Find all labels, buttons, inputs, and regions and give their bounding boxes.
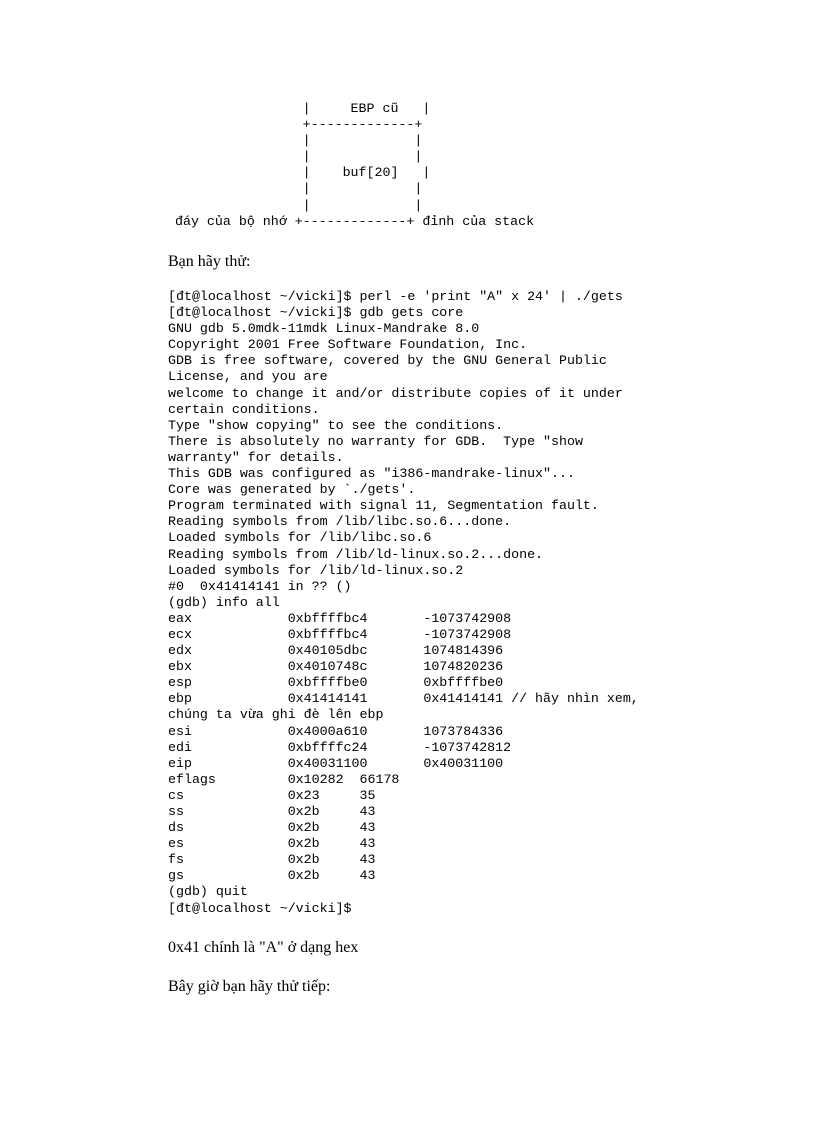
terminal-line: ebx 0x4010748c 1074820236: [168, 659, 504, 675]
terminal-line: This GDB was configured as "i386-mandrake-linux"...: [168, 466, 575, 482]
terminal-line: GDB is free software, covered by the GNU General Public: [168, 353, 607, 369]
terminal-line: Loaded symbols for /lib/ld-linux.so.2: [168, 562, 464, 578]
terminal-line: ss 0x2b 43: [168, 804, 376, 819]
terminal-line: Core was generated by `./gets'.: [168, 482, 416, 498]
terminal-line: [đt@localhost ~/vicki]$ perl -e 'print "A" x 24' | ./gets: [168, 289, 623, 304]
diagram-line: đáy của bộ nhớ +-------------+ đỉnh của stack: [175, 213, 535, 229]
terminal-line: es 0x2b 43: [168, 836, 376, 852]
terminal-line: ds 0x2b 43: [168, 820, 376, 836]
terminal-line: chúng ta vừa ghi đè lên ebp: [168, 707, 384, 723]
terminal-line: [đt@localhost ~/vicki]$: [168, 900, 352, 916]
terminal-line: ecx 0xbffffbc4 -1073742908: [168, 626, 512, 642]
terminal-line: Reading symbols from /lib/ld-linux.so.2...done.: [168, 546, 544, 562]
stack-diagram: [175, 101, 534, 230]
terminal-line: fs 0x2b 43: [168, 852, 376, 868]
terminal-line: eflags 0x10282 66178: [168, 771, 400, 787]
terminal-line: eip 0x40031100 0x40031100: [168, 755, 504, 771]
terminal-line: Type "show copying" to see the conditions.: [168, 417, 504, 433]
diagram-line: | |: [175, 181, 423, 197]
terminal-line: Copyright 2001 Free Software Foundation, Inc.: [168, 337, 528, 353]
terminal-line: ebp 0x41414141 0x41414141 // hãy nhìn xem,: [168, 691, 639, 707]
terminal-line: License, and you are: [168, 369, 328, 385]
terminal-line: #0 0x41414141 in ?? (): [168, 578, 352, 594]
terminal-line: GNU gdb 5.0mdk-11mdk Linux-Mandrake 8.0: [168, 321, 480, 337]
diagram-line: | |: [175, 133, 423, 149]
terminal-line: (gdb) info all: [168, 594, 280, 610]
diagram-line: | buf[20] |: [175, 165, 431, 181]
terminal-line: Loaded symbols for /lib/libc.so.6: [168, 530, 432, 546]
terminal-line: welcome to change it and/or distribute copies of it under: [168, 385, 623, 401]
next-step-paragraph: Bây giờ bạn hãy thử tiếp:: [168, 978, 331, 995]
terminal-line: eax 0xbffffbc4 -1073742908: [168, 610, 512, 626]
diagram-line: | |: [175, 197, 423, 213]
diagram-line: | EBP cũ |: [175, 101, 431, 116]
diagram-line: +-------------+: [175, 117, 423, 133]
terminal-line: edi 0xbffffc24 -1073742812: [168, 739, 512, 755]
terminal-line: gs 0x2b 43: [168, 868, 376, 884]
intro-paragraph: Bạn hãy thử:: [168, 253, 251, 270]
terminal-line: [đt@localhost ~/vicki]$ gdb gets core: [168, 305, 464, 321]
terminal-line: warranty" for details.: [168, 449, 344, 465]
terminal-line: cs 0x23 35: [168, 787, 376, 803]
diagram-line: | |: [175, 149, 423, 165]
terminal-output: [168, 289, 639, 917]
terminal-line: (gdb) quit: [168, 884, 248, 900]
terminal-line: esp 0xbffffbe0 0xbffffbe0: [168, 675, 504, 691]
terminal-line: edx 0x40105dbc 1074814396: [168, 643, 504, 659]
terminal-line: Reading symbols from /lib/libc.so.6...done.: [168, 514, 512, 530]
terminal-line: certain conditions.: [168, 401, 320, 417]
terminal-line: Program terminated with signal 11, Segmentation fault.: [168, 498, 599, 514]
hex-note-paragraph: 0x41 chính là "A" ở dạng hex: [168, 939, 359, 956]
terminal-line: esi 0x4000a610 1073784336: [168, 723, 504, 739]
terminal-line: There is absolutely no warranty for GDB. Type "show: [168, 433, 583, 449]
